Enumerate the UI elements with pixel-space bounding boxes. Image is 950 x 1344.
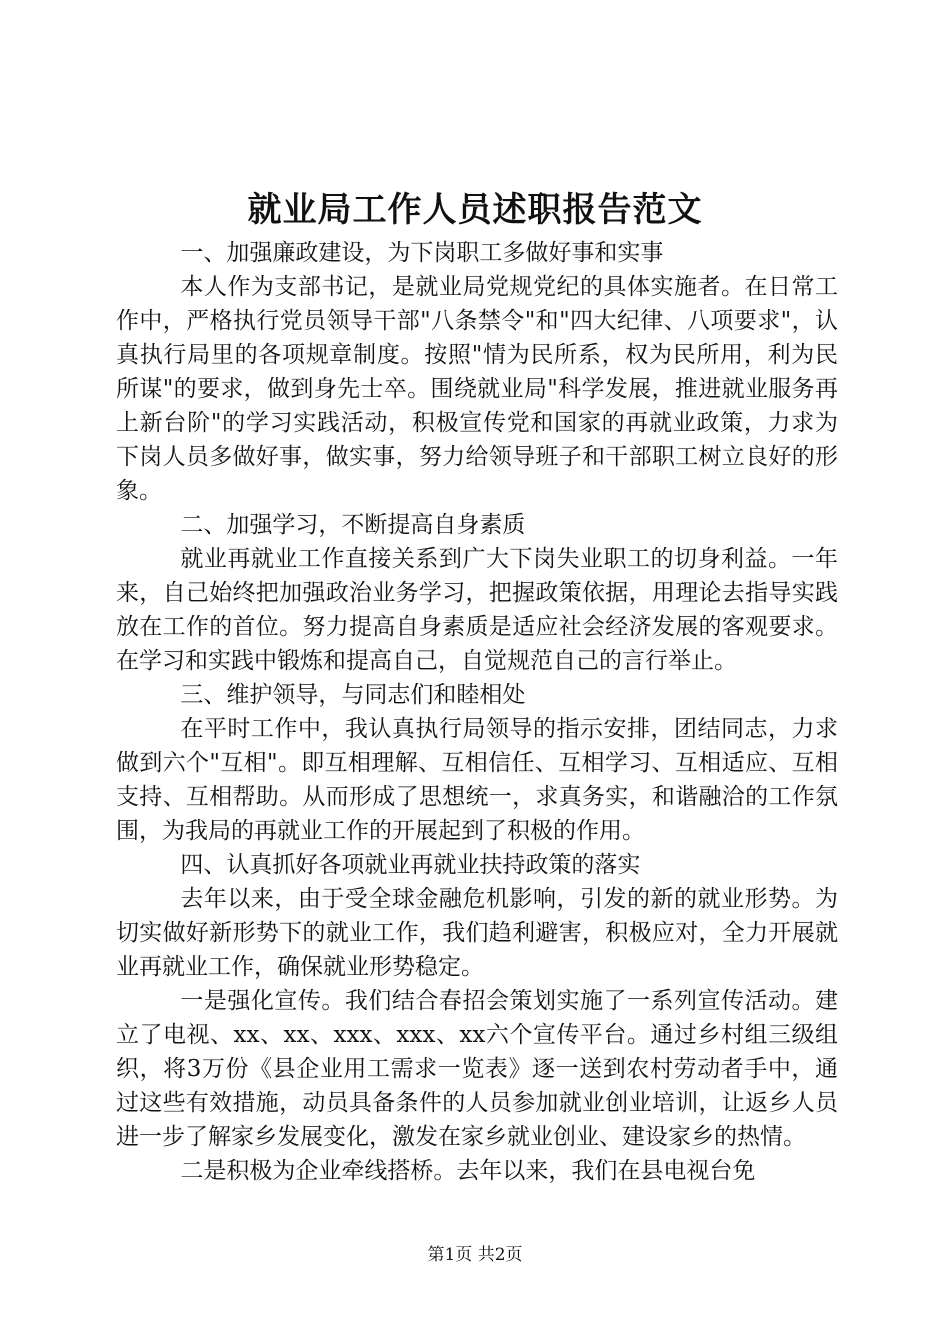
page-number-footer: 第1页 共2页: [427, 1245, 523, 1265]
paragraph: 二是积极为企业牵线搭桥。去年以来，我们在县电视台免: [180, 1158, 756, 1184]
section-heading: 四、认真抓好各项就业再就业扶持政策的落实: [180, 852, 641, 878]
section-heading: 二、加强学习，不断提高自身素质: [180, 512, 526, 538]
document-title: 就业局工作人员述职报告范文: [247, 190, 703, 230]
paragraph: 本人作为支部书记，是就业局党规党纪的具体实施者。在日常工作中，严格执行党员领导干部"八条禁令"和"四大纪律、八项要求"，认真执行局里的各项规章制度。按照"情为民所系，权为民所用，利为民所谋"的要求，做到身先士卒。围绕就业局"科学发展，推进就业服务再上新台阶"的学习实践活动，积极宣传党和国家的再就业政策，力求为下岗人员多做好事，做实事，努力给领导班子和干部职工树立良好的形象。: [116, 274, 838, 504]
section-heading: 三、维护领导，与同志们和睦相处: [180, 682, 526, 708]
paragraph: 在平时工作中，我认真执行局领导的指示安排，团结同志，力求做到六个"互相"。即互相理解、互相信任、互相学习、互相适应、互相支持、互相帮助。从而形成了思想统一，求真务实，和谐融洽的工作氛围，为我局的再就业工作的开展起到了积极的作用。: [116, 716, 838, 844]
paragraph: 就业再就业工作直接关系到广大下岗失业职工的切身利益。一年来，自己始终把加强政治业务学习，把握政策依据，用理论去指导实践放在工作的首位。努力提高自身素质是适应社会经济发展的客观要求。在学习和实践中锻炼和提高自己，自觉规范自己的言行举止。: [116, 546, 838, 674]
paragraph: 去年以来，由于受全球金融危机影响，引发的新的就业形势。为切实做好新形势下的就业工作，我们趋利避害，积极应对，全力开展就业再就业工作，确保就业形势稳定。: [116, 886, 838, 980]
section-heading: 一、加强廉政建设，为下岗职工多做好事和实事: [180, 240, 664, 266]
document-body: [116, 236, 838, 1188]
paragraph: 一是强化宣传。我们结合春招会策划实施了一系列宣传活动。建立了电视、xx、xx、xxx、xxx、xx六个宣传平台。通过乡村组三级组织，将3万份《县企业用工需求一览表》逐一送到农村劳动者手中，通过这些有效措施，动员具备条件的人员参加就业创业培训，让返乡人员进一步了解家乡发展变化，激发在家乡就业创业、建设家乡的热情。: [116, 988, 838, 1150]
